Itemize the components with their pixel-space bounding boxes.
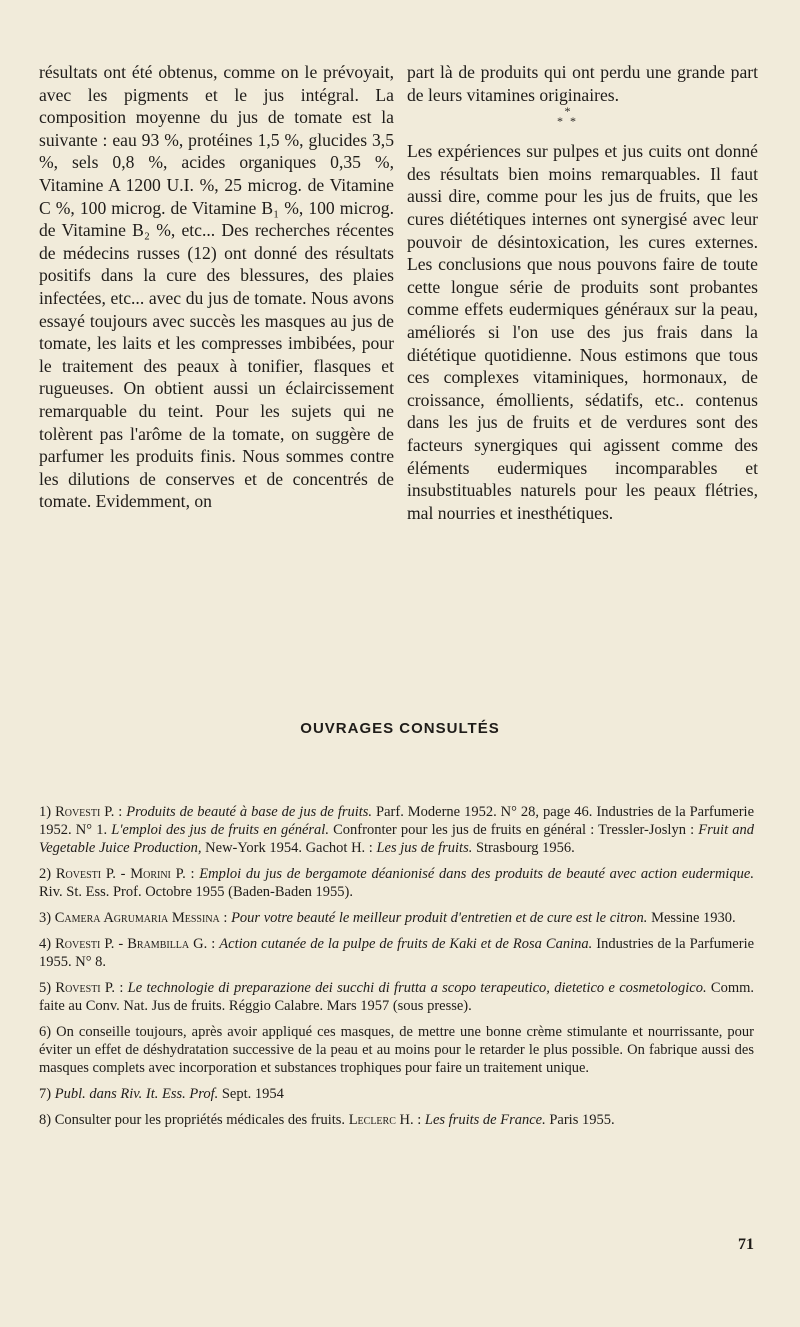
section-separator xyxy=(407,104,758,129)
right-column xyxy=(407,61,758,524)
references-list xyxy=(39,803,754,1137)
reference-item: 2) Rovesti P. - Morini P. : Emploi du jus de bergamote déanionisé dans des produits de beauté avec action eudermique. Riv. St. Ess. Prof. Octobre 1955 (Baden-Baden 1955). xyxy=(39,866,754,900)
reference-item: 5) Rovesti P. : Le technologie di preparazione dei succhi di frutta a scopo terapeutico, dietetico e cosmetologico. Comm. faite au Conv. Nat. Jus de fruits. Réggio Calabre. Mars 1957 (sous presse). xyxy=(39,980,755,1014)
left-column xyxy=(39,61,394,513)
right-column-body: Les expériences sur pulpes et jus cuits ont donné des résultats bien moins remarquables. Il faut aussi dire, comme pour les jus de fruits, que les cures diététiques internes ont synergisé avec leur pouvoir de désintoxication, les cures externes. Les conclusions que nous pouvons faire de toute cette longue série de produits sont probantes comme effets eudermiques généraux sur la peau, améliorés si l'on use des jus frais dans la diététique quotidienne. Nous estimons que tous ces complexes vitaminiques, hormonaux, de croissance, émollients, sédatifs, etc.. contenus dans les jus de fruits et de verdures sont des facteurs synergiques qui agissent comme des éléments eudermiques incomparables et insubstituables naturels pour les peaux flétries, mal nourries et inesthétiques. xyxy=(407,141,758,523)
separator-star-top: * xyxy=(564,104,571,119)
reference-item: 1) Rovesti P. : Produits de beauté à base de jus de fruits. Parf. Moderne 1952. N° 28, page 46. Industries de la Parfumerie 1952. N° 1. L'emploi des jus de fruits en général. Confronter pour les jus de fruits en général : Tressler-Joslyn : Fruit and Vegetable Juice Production, New-York 1954. Gachot H. : Les jus de fruits. Strasbourg 1956. xyxy=(39,804,755,856)
reference-item: 7) Publ. dans Riv. It. Ess. Prof. Sept. 1954 xyxy=(39,1086,284,1102)
separator-stars-bottom: * * xyxy=(557,114,578,129)
reference-item: 8) Consulter pour les propriétés médicales des fruits. Leclerc H. : Les fruits de France. Paris 1955. xyxy=(39,1112,615,1128)
page-number: 71 xyxy=(738,1236,754,1253)
reference-item: 6) On conseille toujours, après avoir appliqué ces masques, de mettre une bonne crème stimulante et nourrissante, pour éviter un effet de déshydratation successive de la peau et au moins pour le retarder le plus possible. On fabrique aussi des masques complets avec incorporation et substances trophiques pour faire un traitement unique. xyxy=(39,1024,754,1076)
right-column-intro: part là de produits qui ont perdu une grande part de leurs vitamines originaires. xyxy=(407,62,758,105)
references-heading: OUVRAGES CONSULTÉS xyxy=(300,720,500,737)
left-column-text: résultats ont été obtenus, comme on le prévoyait, avec les pigments et le jus intégral. La composition moyenne du jus de tomate est la suivante : eau 93 %, protéines 1,5 %, glucides 3,5 %, sels 0,8 %, acides organiques 0,35 %, Vitamine A 1200 U.I. %, 25 microg. de Vitamine C %, 100 microg. de Vitamine B₁ %, 100 microg. de Vitamine B₂ %, etc... Des recherches récentes de médecins russes (12) ont donné des résultats positifs dans la cure des blessures, des plaies infectées, etc... avec du jus de tomate. Nous avons essayé toujours avec succès les masques au jus de tomate, les laits et les compresses imbibées, pour le traitement des peaux à tonifier, flasques et rugueuses. On obtient aussi un éclaircissement remarquable du teint. Pour les sujets qui ne tolèrent pas l'arôme de la tomate, on suggère de parfumer les produits finis. Nous sommes contre les dilutions de conserves et de concentrés de tomate. Evidemment, on xyxy=(39,62,394,512)
reference-item: 3) Camera Agrumaria Messina : Pour votre beauté le meilleur produit d'entretien et de cure est le citron. Messine 1930. xyxy=(39,910,736,926)
reference-item: 4) Rovesti P. - Brambilla G. : Action cutanée de la pulpe de fruits de Kaki et de Rosa Canina. Industries de la Parfumerie 1955. N° 8. xyxy=(39,936,755,970)
